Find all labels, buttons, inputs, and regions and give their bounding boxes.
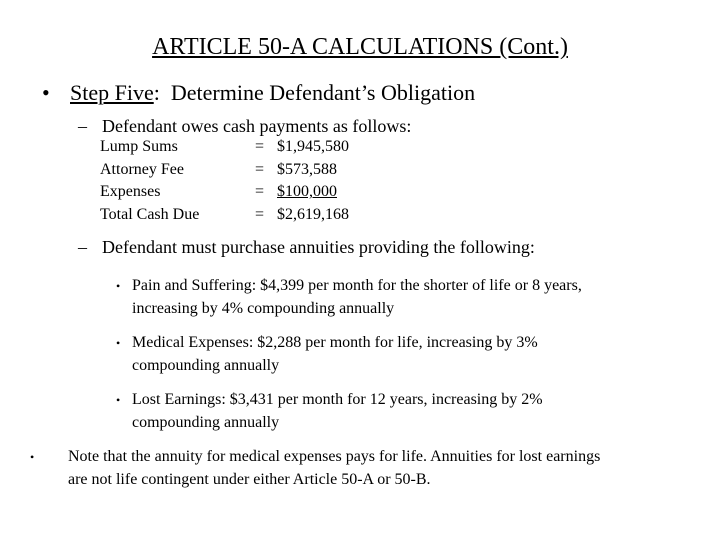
table-row xyxy=(100,136,349,159)
cash-intro xyxy=(78,116,411,137)
row-equals: = xyxy=(255,205,265,223)
bullet-marker: • xyxy=(116,336,121,351)
annuity-line: compounding annually xyxy=(132,413,280,431)
table-row xyxy=(100,181,349,204)
note-line: are not life contingent under either Article 50-A or 50-B. xyxy=(68,470,431,488)
cash-payments-table xyxy=(100,136,349,226)
dash-marker: – xyxy=(78,237,87,257)
annuity-line: Lost Earnings: $3,431 per month for 12 years, increasing by 2% xyxy=(132,391,543,408)
bullet-marker: • xyxy=(116,279,121,294)
row-value: $1,945,580 xyxy=(277,138,349,156)
annuity-item-pain-suffering xyxy=(116,275,582,320)
row-value: $2,619,168 xyxy=(277,205,349,223)
row-label: Total Cash Due xyxy=(100,205,200,223)
bullet-marker: • xyxy=(30,450,35,465)
row-label: Expenses xyxy=(100,183,161,201)
row-value xyxy=(277,181,349,204)
expenses-value: $100,000 xyxy=(277,183,337,201)
annuities-intro-text: Defendant must purchase annuities providing the following: xyxy=(102,237,535,257)
table-row xyxy=(100,204,349,227)
annuity-item-lost-earnings xyxy=(116,389,543,434)
step-label: Step Five xyxy=(70,80,154,105)
bullet-marker: • xyxy=(42,80,50,105)
row-value: $573,588 xyxy=(277,160,337,178)
note-line: Note that the annuity for medical expenses pays for life. Annuities for lost earnings xyxy=(68,448,601,465)
step-bullet xyxy=(42,80,475,106)
annuity-line: compounding annually xyxy=(132,356,280,374)
bullet-marker: • xyxy=(116,393,121,408)
annuity-item-medical xyxy=(116,332,538,377)
step-text: Determine Defendant’s Obligation xyxy=(170,80,476,105)
row-label: Lump Sums xyxy=(100,138,178,156)
note-paragraph xyxy=(30,446,600,491)
annuity-line: increasing by 4% compounding annually xyxy=(132,299,395,317)
table-row xyxy=(100,159,349,182)
cash-intro-text: Defendant owes cash payments as follows: xyxy=(102,116,412,136)
dash-marker: – xyxy=(78,116,87,136)
annuities-intro xyxy=(78,237,535,258)
page-title: ARTICLE 50-A CALCULATIONS (Cont.) xyxy=(152,34,568,60)
row-label: Attorney Fee xyxy=(100,160,184,178)
step-colon: : xyxy=(153,80,160,105)
annuity-line: Medical Expenses: $2,288 per month for life, increasing by 3% xyxy=(132,334,538,351)
annuity-line: Pain and Suffering: $4,399 per month for the shorter of life or 8 years, xyxy=(132,277,582,294)
row-equals: = xyxy=(255,138,265,156)
row-equals: = xyxy=(255,160,265,178)
row-equals: = xyxy=(255,183,265,201)
